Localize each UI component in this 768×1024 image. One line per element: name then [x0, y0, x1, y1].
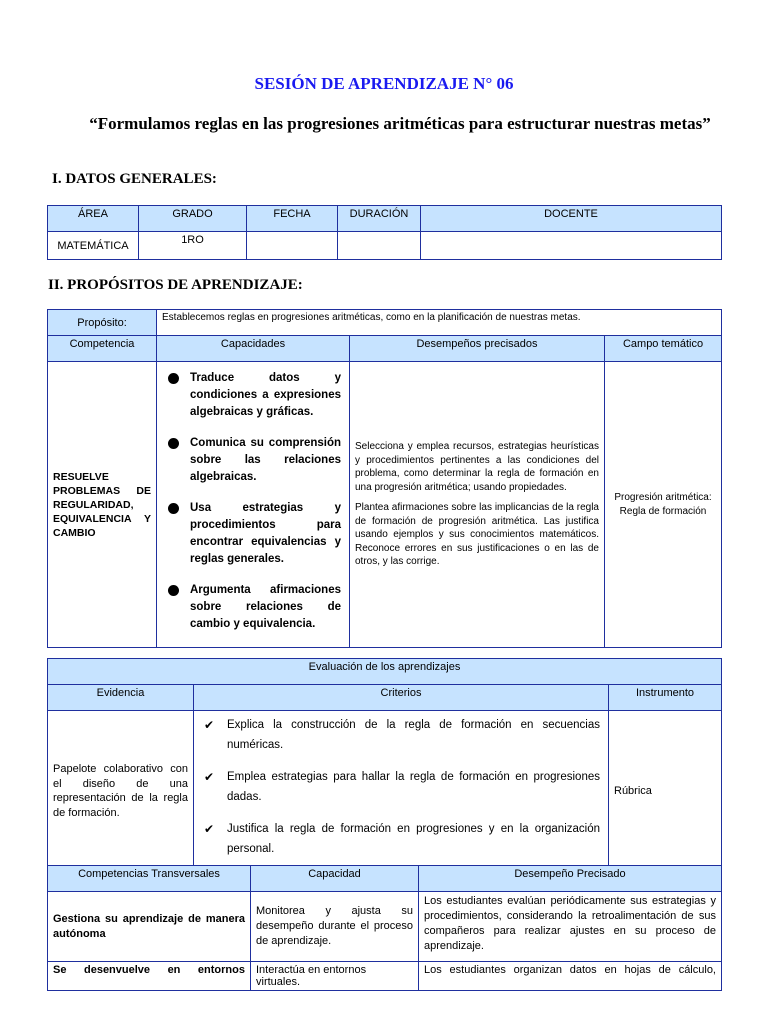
value-duracion [338, 232, 421, 260]
bullet-icon [168, 585, 179, 596]
value-area: MATEMÁTICA [48, 232, 139, 260]
capacidades-cell [157, 362, 350, 648]
capacidades-list [165, 370, 341, 633]
section-heading-propositos: II. PROPÓSITOS DE APRENDIZAJE: [48, 277, 303, 293]
header-grado: GRADO [139, 206, 247, 232]
propositos-table [47, 309, 722, 648]
page-title: SESIÓN DE APRENDIZAJE N° 06 [254, 74, 514, 93]
transversal-capacidad: Interactúa en entornos virtuales. [251, 962, 419, 991]
campo-tematico-cell: Progresión aritmética: Regla de formación [605, 362, 722, 648]
value-fecha [247, 232, 338, 260]
header-capacidad: Capacidad [251, 866, 419, 892]
header-competencia: Competencia [48, 336, 157, 362]
criterio-item: ✔ Emplea estrategias para hallar la regla de formación en progresiones dadas. [202, 767, 600, 807]
header-capacidades: Capacidades [157, 336, 350, 362]
transversal-capacidad: Monitorea y ajusta su desempeño durante el proceso de aprendizaje. [251, 892, 419, 962]
section-heading-datos: I. DATOS GENERALES: [52, 171, 217, 187]
check-icon: ✔ [204, 822, 215, 836]
desempenos-cell [350, 362, 605, 648]
competencia-cell: RESUELVE PROBLEMAS DE REGULARIDAD, EQUIVALENCIA Y CAMBIO [48, 362, 157, 648]
transversal-competencia: Se desenvuelve en entornos [48, 962, 251, 991]
transversal-desempeno: Los estudiantes evalúan periódicamente sus estrategias y procedimientos, considerando la retroalimentación de sus compañeros para realizar ajustes en su proceso de aprendizaje. [419, 892, 722, 962]
transversal-competencia: Gestiona su aprendizaje de manera autónoma [48, 892, 251, 962]
check-icon: ✔ [204, 718, 215, 732]
desempeno-paragraph: Plantea afirmaciones sobre las implicancias de la regla de formación de progresión aritmética. Las justifica usando ejemplos y sus conocimientos matemáticos. Reconoce errores en sus justificaciones o en las de otros, y las corrige. [355, 502, 599, 568]
header-competencias-transversales: Competencias Transversales [48, 866, 251, 892]
check-icon: ✔ [204, 770, 215, 784]
criterios-list [202, 715, 600, 859]
desempeno-paragraph: Selecciona y emplea recursos, estrategias heurísticas y procedimientos pertinentes a las condiciones del problema, como determinar la regla de formación en una progresión aritmética; usando propiedades. [355, 441, 599, 493]
capacidad-item: Usa estrategias y procedimientos para encontrar equivalencias y reglas generales. [165, 500, 341, 568]
criterios-cell [194, 711, 609, 872]
session-subtitle: “Formulamos reglas en las progresiones aritméticas para estructurar nuestras metas” [89, 114, 711, 133]
transversal-desempeno: Los estudiantes organizan datos en hojas de cálculo, [419, 962, 722, 991]
bullet-icon [168, 438, 179, 449]
transversales-table [47, 865, 722, 991]
header-desempeno-precisado: Desempeño Precisado [419, 866, 722, 892]
instrumento-cell: Rúbrica [609, 711, 722, 872]
capacidad-item: Comunica su comprensión sobre las relaciones algebraicas. [165, 435, 341, 486]
header-instrumento: Instrumento [609, 685, 722, 711]
criterio-item: ✔ Justifica la regla de formación en progresiones y en la organización personal. [202, 819, 600, 859]
evidencia-cell: Papelote colaborativo con el diseño de una representación de la regla de formación. [48, 711, 194, 872]
header-duracion: DURACIÓN [338, 206, 421, 232]
criterio-item: ✔ Explica la construcción de la regla de formación en secuencias numéricas. [202, 715, 600, 755]
header-criterios: Criterios [194, 685, 609, 711]
header-fecha: FECHA [247, 206, 338, 232]
proposito-text: Establecemos reglas en progresiones aritméticas, como en la planificación de nuestras metas. [157, 310, 722, 336]
header-desempenos: Desempeños precisados [350, 336, 605, 362]
evaluacion-title: Evaluación de los aprendizajes [48, 659, 722, 685]
value-docente [421, 232, 722, 260]
datos-generales-table [47, 205, 722, 260]
value-grado: 1RO [139, 232, 247, 260]
header-docente: DOCENTE [421, 206, 722, 232]
proposito-label: Propósito: [48, 310, 157, 336]
capacidad-item: Argumenta afirmaciones sobre relaciones de cambio y equivalencia. [165, 582, 341, 633]
bullet-icon [168, 373, 179, 384]
bullet-icon [168, 503, 179, 514]
header-area: ÁREA [48, 206, 139, 232]
capacidad-item: Traduce datos y condiciones a expresiones algebraicas y gráficas. [165, 370, 341, 421]
header-evidencia: Evidencia [48, 685, 194, 711]
evaluacion-table [47, 658, 722, 872]
header-campo-tematico: Campo temático [605, 336, 722, 362]
